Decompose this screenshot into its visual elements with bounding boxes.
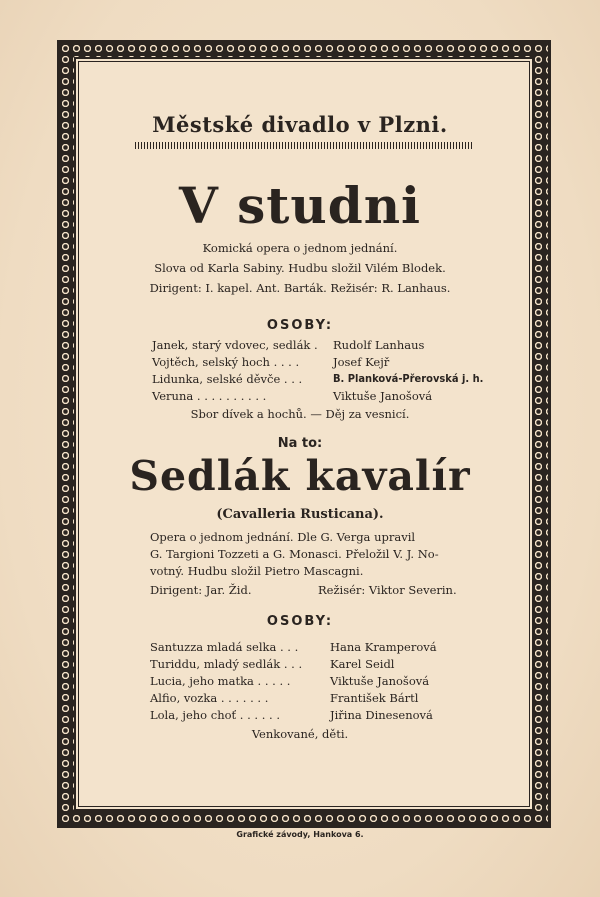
decorative-rule xyxy=(135,142,473,149)
opera2-title: Sedlák kavalír xyxy=(129,452,471,500)
opera2-subtitle: (Cavalleria Rusticana). xyxy=(216,507,384,522)
cast-role: Alfio, vozka . . . . . . . xyxy=(150,691,269,705)
opera1-genre: Komická opera o jednom jednání. xyxy=(202,241,398,255)
cast-actor: Viktuše Janošová xyxy=(330,674,430,688)
printer-footer: Grafické závody, Hankova 6. xyxy=(236,830,364,839)
theatre-name: Městské divadlo v Plzni. xyxy=(152,112,448,137)
opera1-conductor: Dirigent: I. kapel. Ant. Barták. Režisér: R. Lanhaus. xyxy=(149,281,451,295)
opera2-conductor: Dirigent: Jar. Žid. xyxy=(150,583,252,597)
cast-actor: Jiřina Dinesenová xyxy=(330,708,433,722)
cast-actor: Josef Kejř xyxy=(333,355,390,369)
cast-actor: František Bártl xyxy=(330,691,419,705)
opera2-desc-line1: Opera o jednom jednání. Dle G. Verga upravil xyxy=(150,530,416,544)
opera1-title: V studni xyxy=(178,176,422,235)
cast-actor: Hana Kramperová xyxy=(330,640,437,654)
cast-actor: Viktuše Janošová xyxy=(333,389,433,403)
ornamental-border xyxy=(57,40,551,828)
cast-actor: Rudolf Lanhaus xyxy=(333,338,425,352)
cast-role: Vojtěch, selský hoch . . . . xyxy=(152,355,300,369)
na-to-heading: Na to: xyxy=(277,436,323,451)
inner-panel xyxy=(74,57,534,811)
opera2-desc-line3: votný. Hudbu složil Pietro Mascagni. xyxy=(150,564,364,578)
opera2-desc-line2: G. Targioni Tozzeti a G. Monasci. Přeložil V. J. No- xyxy=(150,547,439,561)
opera2-director: Režisér: Viktor Severin. xyxy=(318,583,457,597)
opera1-authors: Slova od Karla Sabiny. Hudbu složil Vilém Blodek. xyxy=(154,261,446,275)
cast-actor: B. Planková-Přerovská j. h. xyxy=(333,372,484,385)
cast-role: Lidunka, selské děvče . . . xyxy=(152,372,303,386)
cast-role: Turiddu, mladý sedlák . . . xyxy=(150,657,303,671)
opera1-osoby-heading: OSOBY: xyxy=(266,318,334,333)
cast-role: Lucia, jeho matka . . . . . xyxy=(150,674,291,688)
cast-role: Janek, starý vdovec, sedlák . xyxy=(152,338,318,352)
opera1-chorus: Sbor dívek a hochů. — Děj za vesnicí. xyxy=(190,407,410,421)
opera2-extras: Venkované, děti. xyxy=(251,727,349,741)
cast-role: Santuzza mladá selka . . . xyxy=(150,640,299,654)
cast-role: Lola, jeho choť . . . . . . xyxy=(150,708,281,722)
cast-actor: Karel Seidl xyxy=(330,657,395,671)
opera2-osoby-heading: OSOBY: xyxy=(266,614,334,629)
cast-role: Veruna . . . . . . . . . . xyxy=(152,389,267,403)
